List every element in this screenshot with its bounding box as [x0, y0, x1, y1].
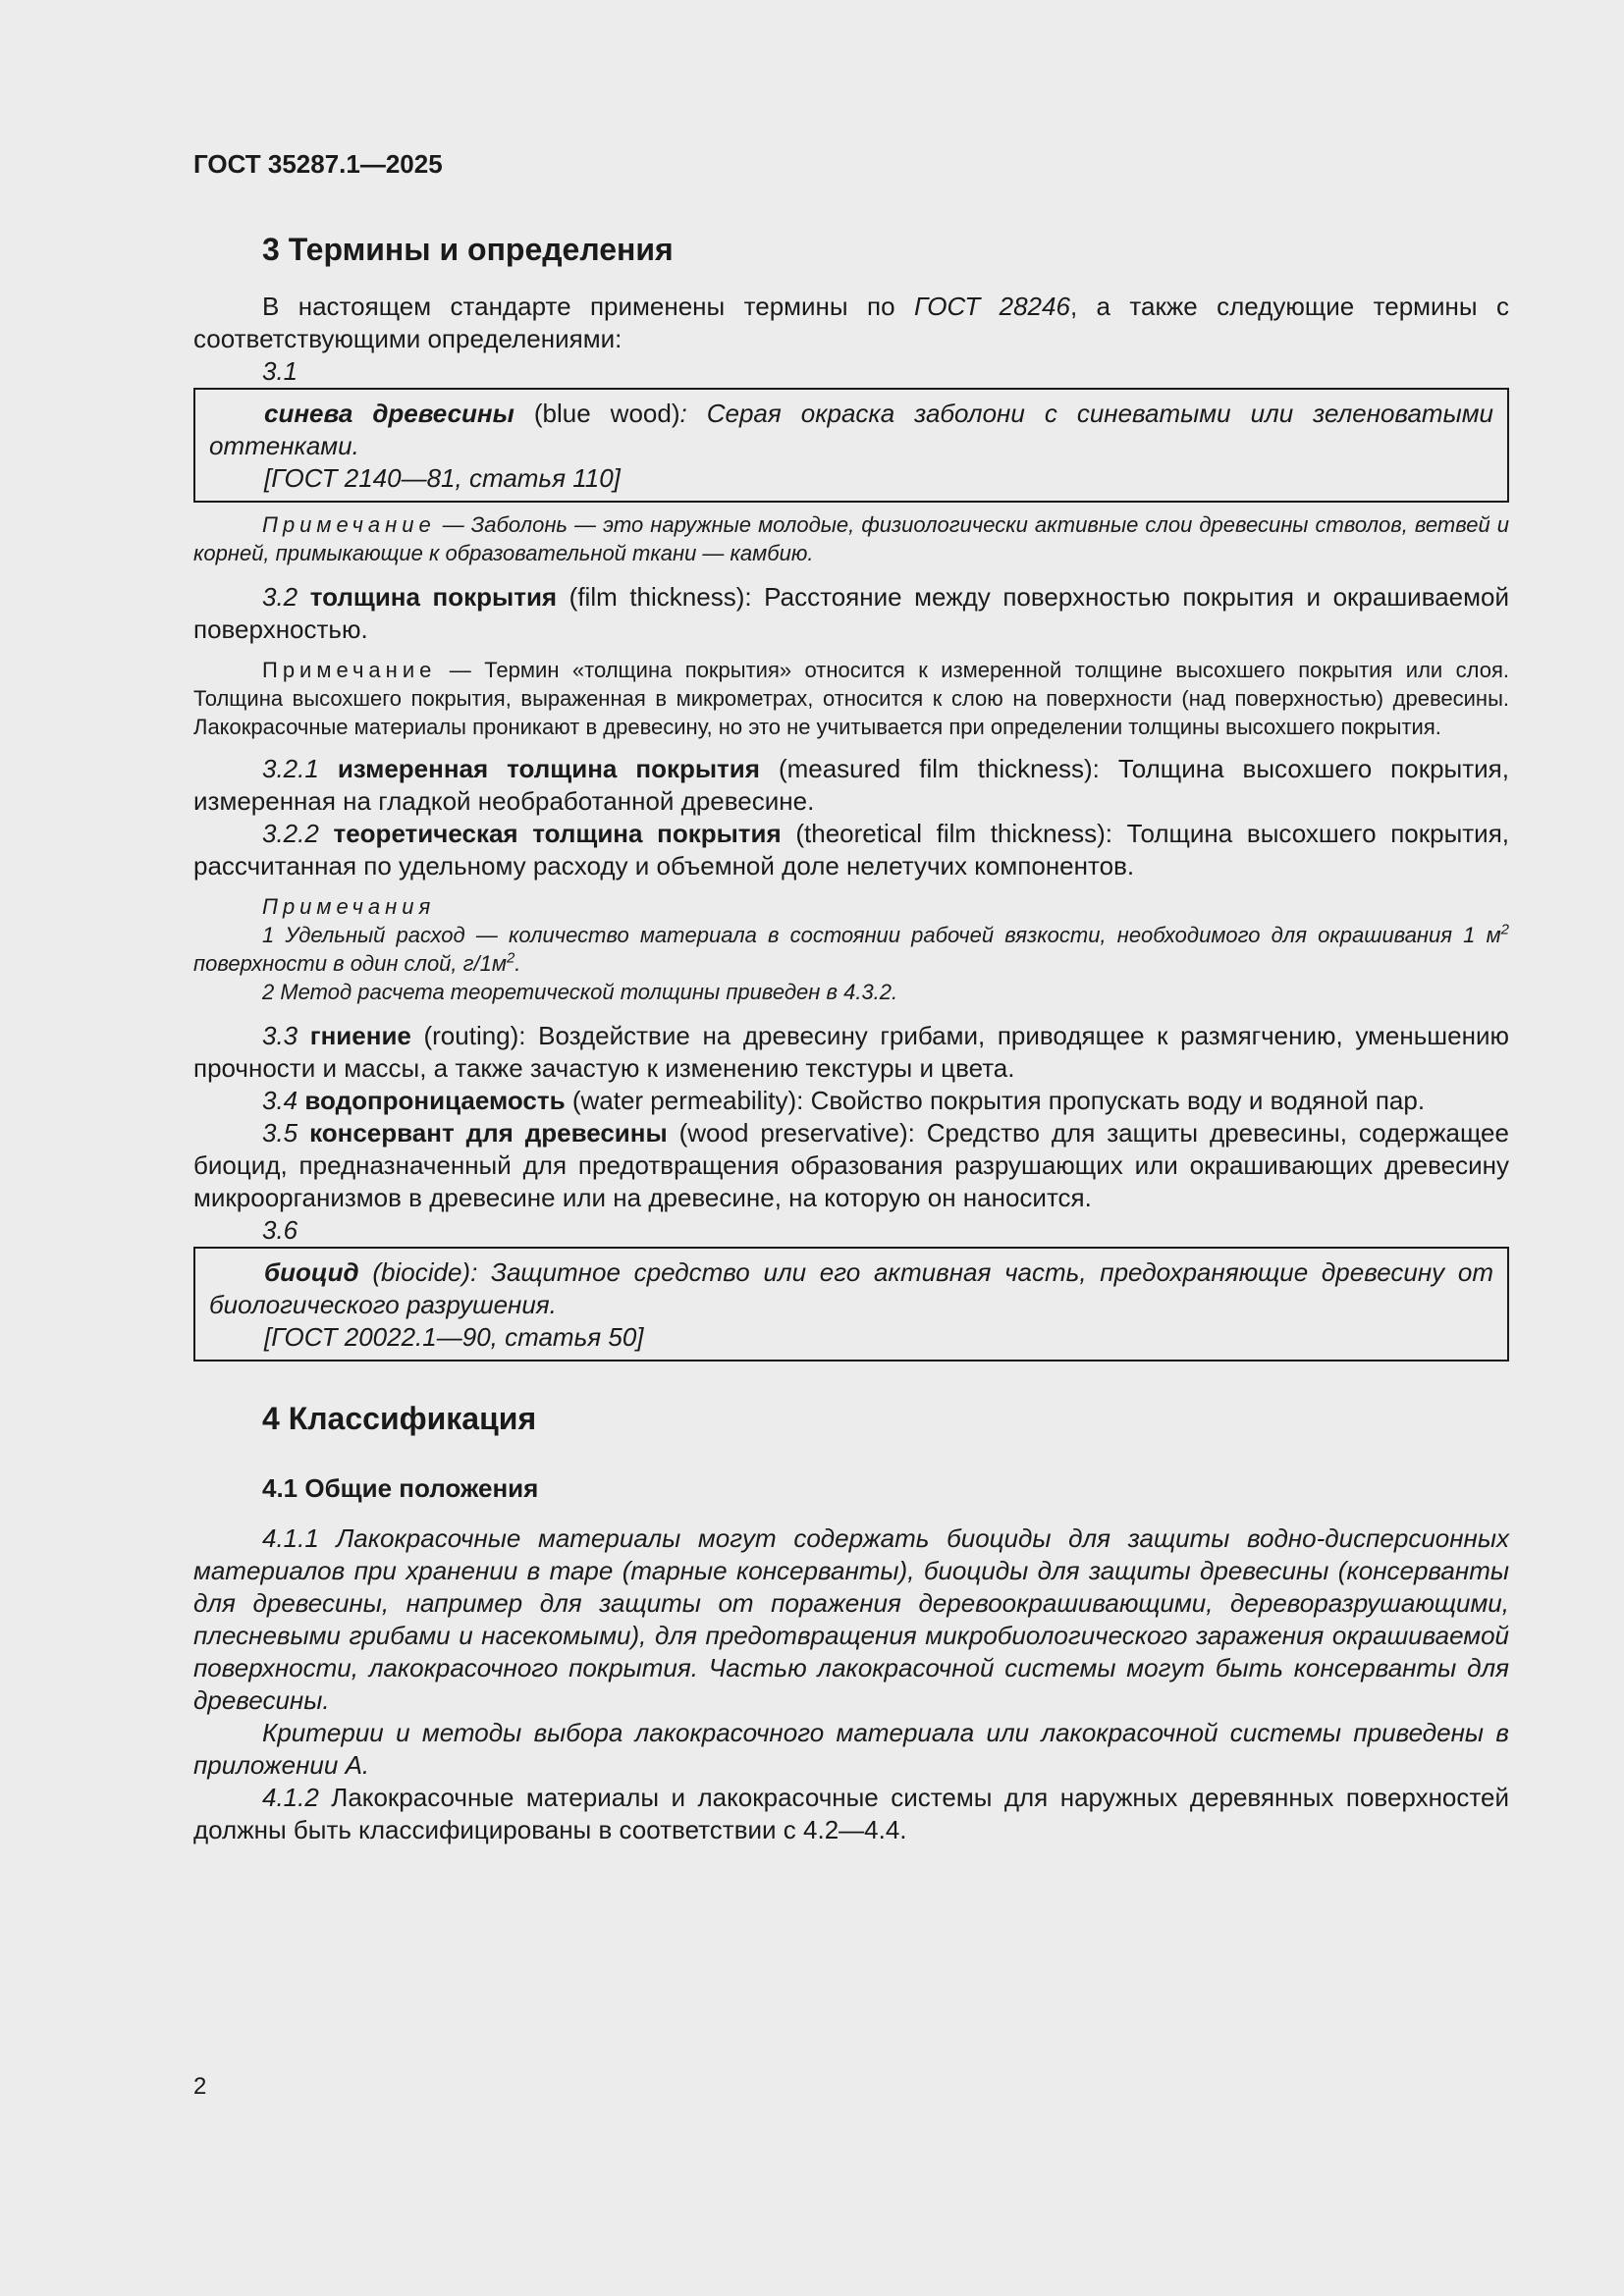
paragraph-4-1-1: 4.1.1 Лакокрасочные материалы могут содержать биоциды для защиты водно-дисперсионных материалов при хранении в таре (тарные консерванты), биоциды для защиты древесины (консерванты для древесины, например для защиты от поражения деревоокрашивающими, дереворазрушающими, плесневыми грибами и насекомыми), для предотвращения микробиологического заражения окрашиваемой поверхности, лакокрасочного покрытия. Частью лакокрасочной системы могут быть консерванты для древесины. — [193, 1523, 1509, 1715]
term-3-2-2-notes-title: Примечания — [262, 894, 436, 919]
section-4-heading: 4 Классификация — [262, 1401, 537, 1436]
term-3-6-source: [ГОСТ 20022.1—90, статья 50] — [264, 1322, 644, 1352]
term-3-1-note: Примечание — Заболонь — это наружные молодые, физиологически активные слои древесины стволов, ветвей и корней, примыкающие к образовательной ткани — камбию. — [193, 512, 1509, 565]
page-content — [193, 147, 1509, 1846]
term-3-2-2-note-1: 1 Удельный расход — количество материала в состоянии рабочей вязкости, необходимого для окрашивания 1 $м^2$ поверхности в один слой, $г/1м^2$. — [193, 921, 1509, 976]
term-3-3: 3.3 гниение (routing): Воздействие на древесину грибами, приводящее к размягчению, уменьшению прочности и массы, а также зачастую к изменению текстуры и цвета. — [193, 1021, 1509, 1083]
term-3-6-box — [193, 1247, 1509, 1362]
term-3-2-1: 3.2.1 измеренная толщина покрытия (measured film thickness): Толщина высохшего покрытия, измеренная на гладкой необработанной древесине. — [193, 754, 1509, 816]
term-3-6-number: 3.6 — [262, 1215, 298, 1245]
page-number: 2 — [193, 2073, 207, 2100]
term-3-2-2-note-2: 2 Метод расчета теоретической толщины приведен в 4.3.2. — [262, 980, 898, 1004]
term-3-5: 3.5 консервант для древесины (wood preservative): Средство для защиты древесины, содержащее биоцид, предназначенный для предотвращения образования разрушающих или окрашивающих древесину микроорганизмов в древесине или на древесине, на которую он наносится. — [193, 1118, 1509, 1212]
term-3-4: 3.4 водопроницаемость (water permeability): Свойство покрытия пропускать воду и водяной пар. — [262, 1086, 1426, 1115]
section-3-heading: 3 Термины и определения — [262, 232, 674, 267]
section-3-intro: В настоящем стандарте применены термины по ГОСТ 28246, а также следующие термины с соответствующими определениями: — [193, 292, 1509, 353]
paragraph-4-1-1-criteria: Критерии и методы выбора лакокрасочного материала или лакокрасочной системы приведены в приложении А. — [193, 1718, 1509, 1780]
term-3-1-source: [ГОСТ 2140—81, статья 110] — [264, 463, 621, 493]
term-3-1-box — [193, 388, 1509, 503]
term-3-2-2: 3.2.2 теоретическая толщина покрытия (theoretical film thickness): Толщина высохшего покрытия, рассчитанная по удельному расходу и объемной доле нелетучих компонентов. — [193, 819, 1509, 881]
paragraph-4-1-2: 4.1.2 Лакокрасочные материалы и лакокрасочные системы для наружных деревянных поверхностей должны быть классифицированы в соответствии с 4.2—4.4. — [193, 1783, 1509, 1844]
term-3-1-number: 3.1 — [262, 356, 298, 386]
term-3-2-note: Примечание — Термин «толщина покрытия» относится к измеренной толщине высохшего покрытия или слоя. Толщина высохшего покрытия, выраженная в микрометрах, относится к слою на поверхности (над поверхностью) древесины. Лакокрасочные материалы проникают в древесину, но это не учитывается при определении толщины высохшего покрытия. — [193, 658, 1509, 739]
term-3-6-definition: биоцид (biocide): Защитное средство или его активная часть, предохраняющие древесину от биологического разрушения. — [209, 1257, 1493, 1319]
term-3-2: 3.2 толщина покрытия (film thickness): Расстояние между поверхностью покрытия и окрашиваемой поверхностью. — [193, 582, 1509, 644]
document-header: ГОСТ 35287.1—2025 — [193, 149, 443, 179]
subsection-4-1-heading: 4.1 Общие положения — [262, 1473, 539, 1503]
term-3-1-definition: синева древесины (blue wood): Серая окраска заболони с синеватыми или зеленоватыми оттенками. — [209, 399, 1493, 460]
